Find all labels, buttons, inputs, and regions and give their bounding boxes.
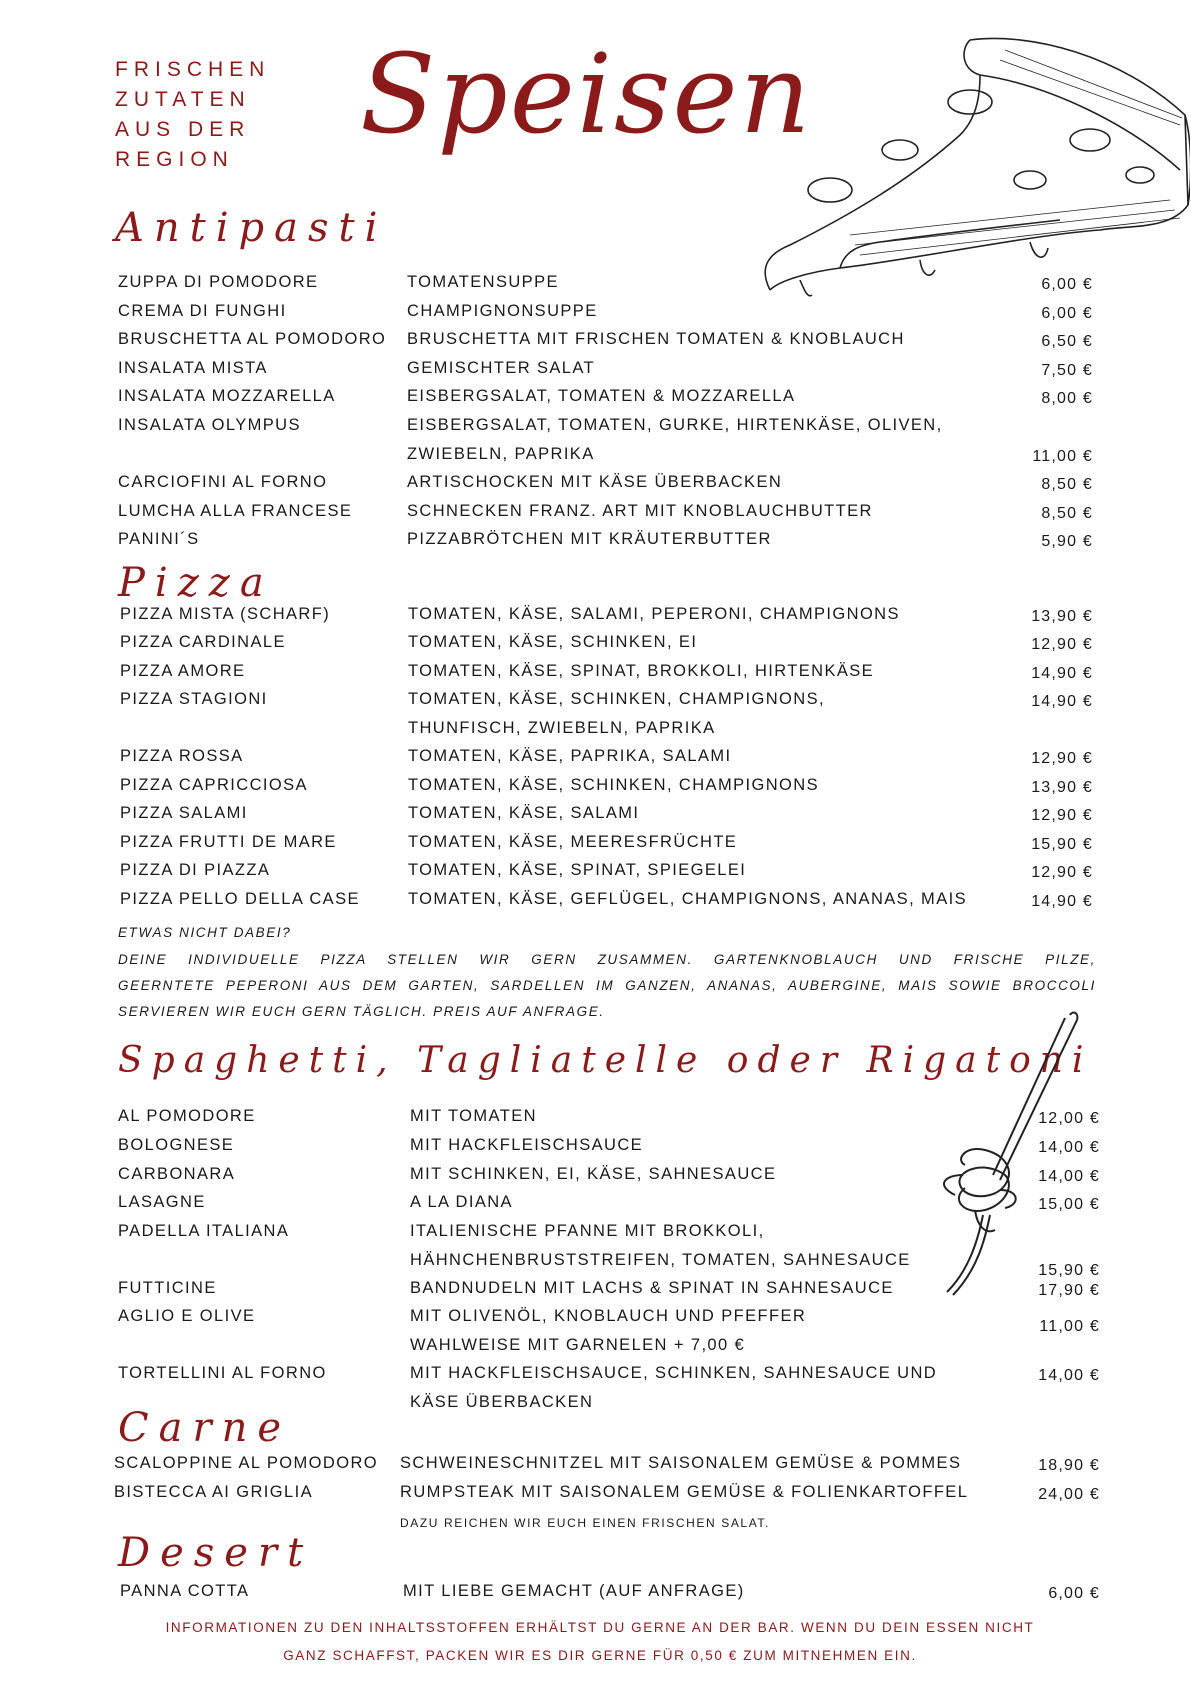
menu-item-description: BRUSCHETTA MIT FRISCHEN TOMATEN & KNOBLAUCH (407, 330, 905, 348)
pizza-slice-icon (730, 30, 1190, 300)
menu-item-name: SCALOPPINE AL POMODORO (114, 1454, 378, 1472)
menu-item-description-cont: HÄHNCHENBRUSTSTREIFEN, TOMATEN, SAHNESAUCE (410, 1251, 911, 1269)
footer-note (110, 1614, 1090, 1670)
pizza-note-title: ETWAS NICHT DABEI? (118, 925, 292, 940)
menu-item-price: 13,90 € (1031, 608, 1093, 625)
menu-item-price: 8,00 € (1041, 390, 1093, 407)
menu-item-price: 6,00 € (1048, 1585, 1100, 1602)
menu-item-price: 14,00 € (1038, 1139, 1100, 1156)
menu-item-description: TOMATEN, KÄSE, MEERESFRÜCHTE (408, 833, 738, 851)
menu-item-description: MIT HACKFLEISCHSAUCE (410, 1136, 644, 1154)
menu-item-description: BANDNUDELN MIT LACHS & SPINAT IN SAHNESAUCE (410, 1279, 894, 1297)
menu-item-description-cont: THUNFISCH, ZWIEBELN, PAPRIKA (408, 719, 716, 737)
menu-item-price: 12,90 € (1031, 636, 1093, 653)
menu-item-price: 7,50 € (1041, 362, 1093, 379)
menu-item-description: RUMPSTEAK MIT SAISONALEM GEMÜSE & FOLIENKARTOFFEL (400, 1483, 969, 1501)
menu-item-price: 6,50 € (1041, 333, 1093, 350)
menu-item-name: CARBONARA (118, 1165, 236, 1183)
section-title-desert: Desert (118, 1530, 314, 1576)
tagline-line: REGION (115, 148, 234, 171)
menu-item-name: PADELLA ITALIANA (118, 1222, 290, 1240)
pizza-note-line: DEINE INDIVIDUELLE PIZZA STELLEN WIR GERN ZUSAMMEN. GARTENKNOBLAUCH UND FRISCHE PILZE, (118, 952, 1096, 967)
menu-item-price: 6,00 € (1041, 305, 1093, 322)
menu-item-name: PANNA COTTA (120, 1582, 250, 1600)
menu-item-price: 5,90 € (1041, 533, 1093, 550)
menu-item-price: 12,90 € (1031, 750, 1093, 767)
menu-item-price: 14,90 € (1031, 665, 1093, 682)
menu-item-description: CHAMPIGNONSUPPE (407, 302, 598, 320)
menu-item-price: 8,50 € (1041, 505, 1093, 522)
menu-item-price: 8,50 € (1041, 476, 1093, 493)
menu-item-price: 14,00 € (1038, 1168, 1100, 1185)
menu-item-price: 15,90 € (1038, 1262, 1100, 1279)
tagline-line: AUS DER (115, 118, 251, 141)
menu-item-price: 11,00 € (1039, 1318, 1100, 1335)
menu-item-description-cont: KÄSE ÜBERBACKEN (410, 1393, 594, 1411)
menu-item-name: PIZZA ROSSA (120, 747, 244, 765)
section-title-carne: Carne (118, 1405, 292, 1451)
menu-item-name: PIZZA DI PIAZZA (120, 861, 271, 879)
menu-item-description: EISBERGSALAT, TOMATEN & MOZZARELLA (407, 387, 796, 405)
menu-item-description-cont: WAHLWEISE MIT GARNELEN + 7,00 € (410, 1336, 746, 1354)
menu-item-name: PIZZA CAPRICCIOSA (120, 776, 308, 794)
menu-item-price: 15,00 € (1038, 1196, 1100, 1213)
menu-item-price: 13,90 € (1031, 779, 1093, 796)
menu-item-name: PIZZA AMORE (120, 662, 246, 680)
menu-item-name: PIZZA CARDINALE (120, 633, 286, 651)
section-title-pasta: Spaghetti, Tagliatelle oder Rigatoni (118, 1040, 1093, 1081)
menu-item-price: 12,90 € (1031, 807, 1093, 824)
page-title: Speisen (360, 30, 813, 158)
menu-item-description: ITALIENISCHE PFANNE MIT BROKKOLI, (410, 1222, 765, 1240)
menu-item-price: 14,90 € (1031, 893, 1093, 910)
footer-line: GANZ SCHAFFST, PACKEN WIR ES DIR GERNE FÜR 0,50 € ZUM MITNEHMEN EIN. (283, 1648, 917, 1663)
menu-item-description: MIT HACKFLEISCHSAUCE, SCHINKEN, SAHNESAUCE UND (410, 1364, 938, 1382)
menu-item-description: MIT SCHINKEN, EI, KÄSE, SAHNESAUCE (410, 1165, 777, 1183)
menu-item-description-cont: ZWIEBELN, PAPRIKA (407, 445, 595, 463)
footer-line: INFORMATIONEN ZU DEN INHALTSSTOFFEN ERHÄLTST DU GERNE AN DER BAR. WENN DU DEIN ESSEN NICHT (165, 1620, 1035, 1635)
menu-item-name: TORTELLINI AL FORNO (118, 1364, 327, 1382)
menu-item-description: MIT LIEBE GEMACHT (AUF ANFRAGE) (403, 1582, 745, 1600)
menu-item-price: 17,90 € (1038, 1282, 1100, 1299)
tagline (115, 55, 270, 175)
menu-item-description: EISBERGSALAT, TOMATEN, GURKE, HIRTENKÄSE, OLIVEN, (407, 416, 943, 434)
menu-item-name: CARCIOFINI AL FORNO (118, 473, 328, 491)
menu-item-name: PANINI´S (118, 530, 200, 548)
menu-item-name: LASAGNE (118, 1193, 206, 1211)
menu-item-description: TOMATEN, KÄSE, GEFLÜGEL, CHAMPIGNONS, ANANAS, MAIS (408, 890, 967, 908)
pizza-note-line: SERVIEREN WIR EUCH GERN TÄGLICH. PREIS AUF ANFRAGE. (118, 1004, 605, 1019)
menu-item-name: INSALATA MOZZARELLA (118, 387, 336, 405)
menu-item-price: 14,90 € (1031, 693, 1093, 710)
menu-item-name: FUTTICINE (118, 1279, 217, 1297)
menu-item-description: SCHNECKEN FRANZ. ART MIT KNOBLAUCHBUTTER (407, 502, 873, 520)
menu-item-description: TOMATEN, KÄSE, SCHINKEN, CHAMPIGNONS (408, 776, 820, 794)
menu-item-description: GEMISCHTER SALAT (407, 359, 596, 377)
menu-item-description: MIT OLIVENÖL, KNOBLAUCH UND PFEFFER (410, 1307, 807, 1325)
menu-item-description: TOMATEN, KÄSE, SCHINKEN, EI (408, 633, 698, 651)
menu-item-price: 24,00 € (1038, 1486, 1100, 1503)
menu-item-description: SCHWEINESCHNITZEL MIT SAISONALEM GEMÜSE & POMMES (400, 1454, 962, 1472)
menu-item-name: LUMCHA ALLA FRANCESE (118, 502, 353, 520)
menu-item-name: INSALATA MISTA (118, 359, 268, 377)
menu-item-name: PIZZA PELLO DELLA CASE (120, 890, 360, 908)
menu-item-price: 18,90 € (1038, 1457, 1100, 1474)
menu-item-name: PIZZA MISTA (SCHARF) (120, 605, 331, 623)
menu-item-description: TOMATEN, KÄSE, SALAMI (408, 804, 640, 822)
menu-item-name: PIZZA SALAMI (120, 804, 248, 822)
menu-item-description: TOMATEN, KÄSE, SALAMI, PEPERONI, CHAMPIGNONS (408, 605, 900, 623)
menu-item-name: BRUSCHETTA AL POMODORO (118, 330, 387, 348)
carne-note: DAZU REICHEN WIR EUCH EINEN FRISCHEN SALAT. (400, 1516, 770, 1530)
menu-item-description: TOMATEN, KÄSE, SCHINKEN, CHAMPIGNONS, (408, 690, 825, 708)
menu-item-name: BOLOGNESE (118, 1136, 235, 1154)
menu-item-price: 12,90 € (1031, 864, 1093, 881)
menu-item-price: 11,00 € (1032, 448, 1093, 465)
menu-item-description: ARTISCHOCKEN MIT KÄSE ÜBERBACKEN (407, 473, 783, 491)
menu-item-name: CREMA DI FUNGHI (118, 302, 287, 320)
menu-item-description: TOMATEN, KÄSE, SPINAT, BROKKOLI, HIRTENKÄSE (408, 662, 875, 680)
menu-item-price: 14,00 € (1038, 1367, 1100, 1384)
menu-item-name: PIZZA FRUTTI DE MARE (120, 833, 337, 851)
menu-item-description: PIZZABRÖTCHEN MIT KRÄUTERBUTTER (407, 530, 772, 548)
menu-item-price: 6,00 € (1041, 276, 1093, 293)
section-title-antipasti: Antipasti (115, 205, 388, 251)
menu-item-price: 15,90 € (1031, 836, 1093, 853)
menu-item-description: TOMATEN, KÄSE, SPINAT, SPIEGELEI (408, 861, 747, 879)
tagline-line: FRISCHEN (115, 58, 271, 81)
menu-item-name: BISTECCA AI GRIGLIA (114, 1483, 313, 1501)
menu-item-name: AGLIO E OLIVE (118, 1307, 256, 1325)
menu-item-description: A LA DIANA (410, 1193, 513, 1211)
menu-item-description: MIT TOMATEN (410, 1107, 537, 1125)
menu-item-name: ZUPPA DI POMODORE (118, 273, 319, 291)
menu-item-name: PIZZA STAGIONI (120, 690, 268, 708)
menu-item-name: AL POMODORE (118, 1107, 256, 1125)
menu-item-description: TOMATENSUPPE (407, 273, 559, 291)
pizza-note-line: GEERNTETE PEPERONI AUS DEM GARTEN, SARDELLEN IM GANZEN, ANANAS, AUBERGINE, MAIS SOWIE BROCCOLI (118, 978, 1096, 993)
section-title-pizza: Pizza (118, 560, 274, 606)
menu-item-name: INSALATA OLYMPUS (118, 416, 301, 434)
tagline-line: ZUTATEN (115, 88, 251, 111)
menu-item-description: TOMATEN, KÄSE, PAPRIKA, SALAMI (408, 747, 732, 765)
menu-item-price: 12,00 € (1038, 1110, 1100, 1127)
